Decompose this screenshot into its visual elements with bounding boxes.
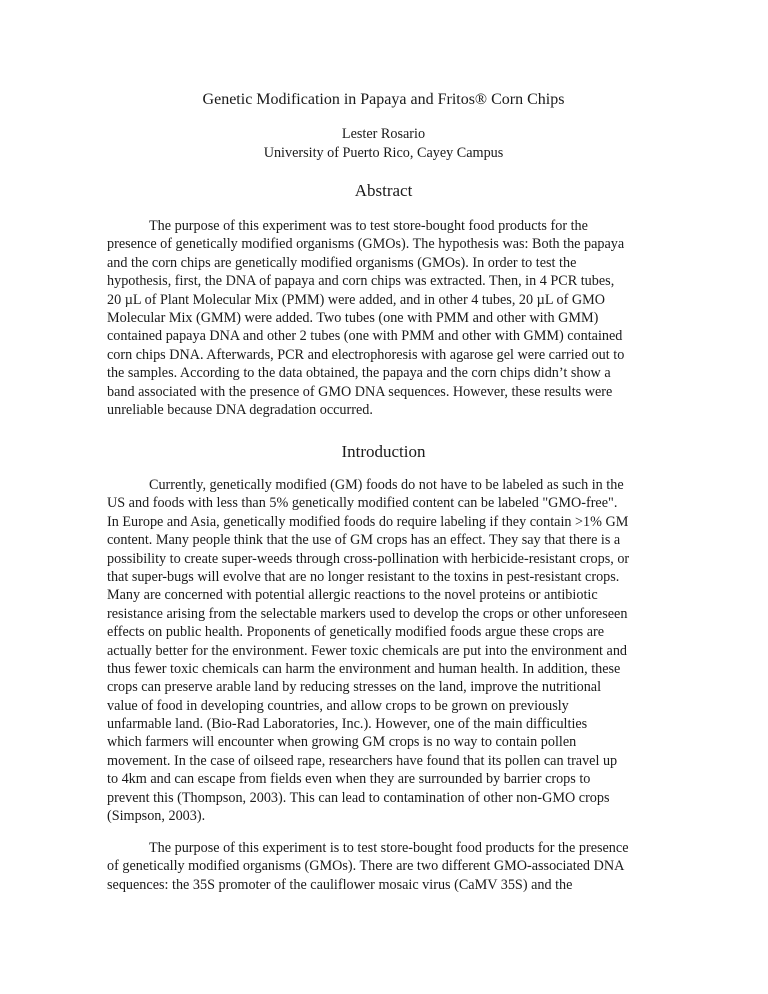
introduction-line: content. Many people think that the use of GM crops has an effect. They say that there is a	[107, 532, 621, 549]
introduction-line: In Europe and Asia, genetically modified foods do require labeling if they contain >1% GM	[107, 513, 629, 530]
introduction-line: unfarmable land. (Bio-Rad Laboratories, Inc.). However, one of the main difficulties	[107, 716, 588, 733]
introduction-line: thus fewer toxic chemicals can harm the environment and human health. In addition, these	[107, 660, 621, 677]
abstract-line: the samples. According to the data obtained, the papaya and the corn chips didn’t show a	[107, 365, 611, 382]
introduction-line: prevent this (Thompson, 2003). This can lead to contamination of other non-GMO crops	[107, 789, 610, 806]
abstract-line: contained papaya DNA and other 2 tubes (one with PMM and other with GMM) contained	[107, 328, 623, 345]
introduction-paragraph	[107, 476, 660, 825]
introduction-line: which farmers will encounter when growing GM crops is no way to contain pollen	[107, 734, 577, 751]
introduction-line: to 4km and can escape from fields even when they are surrounded by barrier crops to	[107, 771, 591, 788]
abstract-line: band associated with the presence of GMO DNA sequences. However, these results were	[107, 383, 613, 400]
introduction-line: that super-bugs will evolve that are no longer resistant to the toxins in pest-resistant crops.	[107, 568, 620, 585]
introduction-line: value of food in developing countries, and allow crops to be grown on previously	[107, 697, 569, 714]
introduction-line: resistance arising from the selectable markers used to develop the crops or other unforeseen	[107, 605, 628, 622]
introduction-line: movement. In the case of oilseed rape, researchers have found that its pollen can travel up	[107, 752, 618, 769]
abstract-line: corn chips DNA. Afterwards, PCR and electrophoresis with agarose gel were carried out to	[107, 346, 625, 363]
purpose-line: of genetically modified organisms (GMOs). There are two different GMO-associated DNA	[107, 858, 625, 875]
introduction-line: US and foods with less than 5% genetically modified content can be labeled "GMO-free".	[107, 495, 618, 512]
introduction-line: Many are concerned with potential allergic reactions to the novel proteins or antibiotic	[107, 587, 598, 604]
introduction-line: crops can preserve arable land by reducing stresses on the land, improve the nutritional	[107, 679, 602, 696]
purpose-paragraph	[107, 839, 660, 894]
introduction-line: possibility to create super-weeds through cross-pollination with herbicide-resistant crops, or	[107, 550, 630, 567]
introduction-heading: Introduction	[341, 442, 426, 461]
abstract-line: presence of genetically modified organisms (GMOs). The hypothesis was: Both the papaya	[107, 236, 625, 253]
purpose-line: sequences: the 35S promoter of the cauliflower mosaic virus (CaMV 35S) and the	[107, 876, 573, 893]
introduction-line: (Simpson, 2003).	[107, 808, 206, 825]
abstract-line: hypothesis, first, the DNA of papaya and corn chips was extracted. Then, in 4 PCR tubes,	[107, 273, 615, 290]
author-name: Lester Rosario	[341, 126, 426, 142]
introduction-line: Currently, genetically modified (GM) foods do not have to be labeled as such in the	[149, 477, 624, 493]
abstract-line: Molecular Mix (GMM) were added. Two tubes (one with PMM and other with GMM)	[107, 309, 599, 326]
paper-title: Genetic Modification in Papaya and Fritos® Corn Chips	[202, 91, 565, 108]
introduction-line: effects on public health. Proponents of genetically modified foods argue these crops are	[107, 624, 605, 641]
abstract-line: 20 µL of Plant Molecular Mix (PMM) were added, and in other 4 tubes, 20 µL of GMO	[107, 291, 605, 308]
abstract-line: The purpose of this experiment was to test store-bought food products for the	[149, 218, 588, 234]
abstract-paragraph	[107, 217, 660, 419]
introduction-line: actually better for the environment. Fewer toxic chemicals are put into the environment and	[107, 642, 628, 659]
abstract-line: and the corn chips are genetically modified organisms (GMOs). In order to test the	[107, 254, 577, 271]
author-affiliation: University of Puerto Rico, Cayey Campus	[263, 145, 504, 161]
abstract-line: unreliable because DNA degradation occurred.	[107, 401, 373, 418]
purpose-line: The purpose of this experiment is to test store-bought food products for the presence	[149, 840, 629, 856]
abstract-heading: Abstract	[354, 181, 413, 200]
